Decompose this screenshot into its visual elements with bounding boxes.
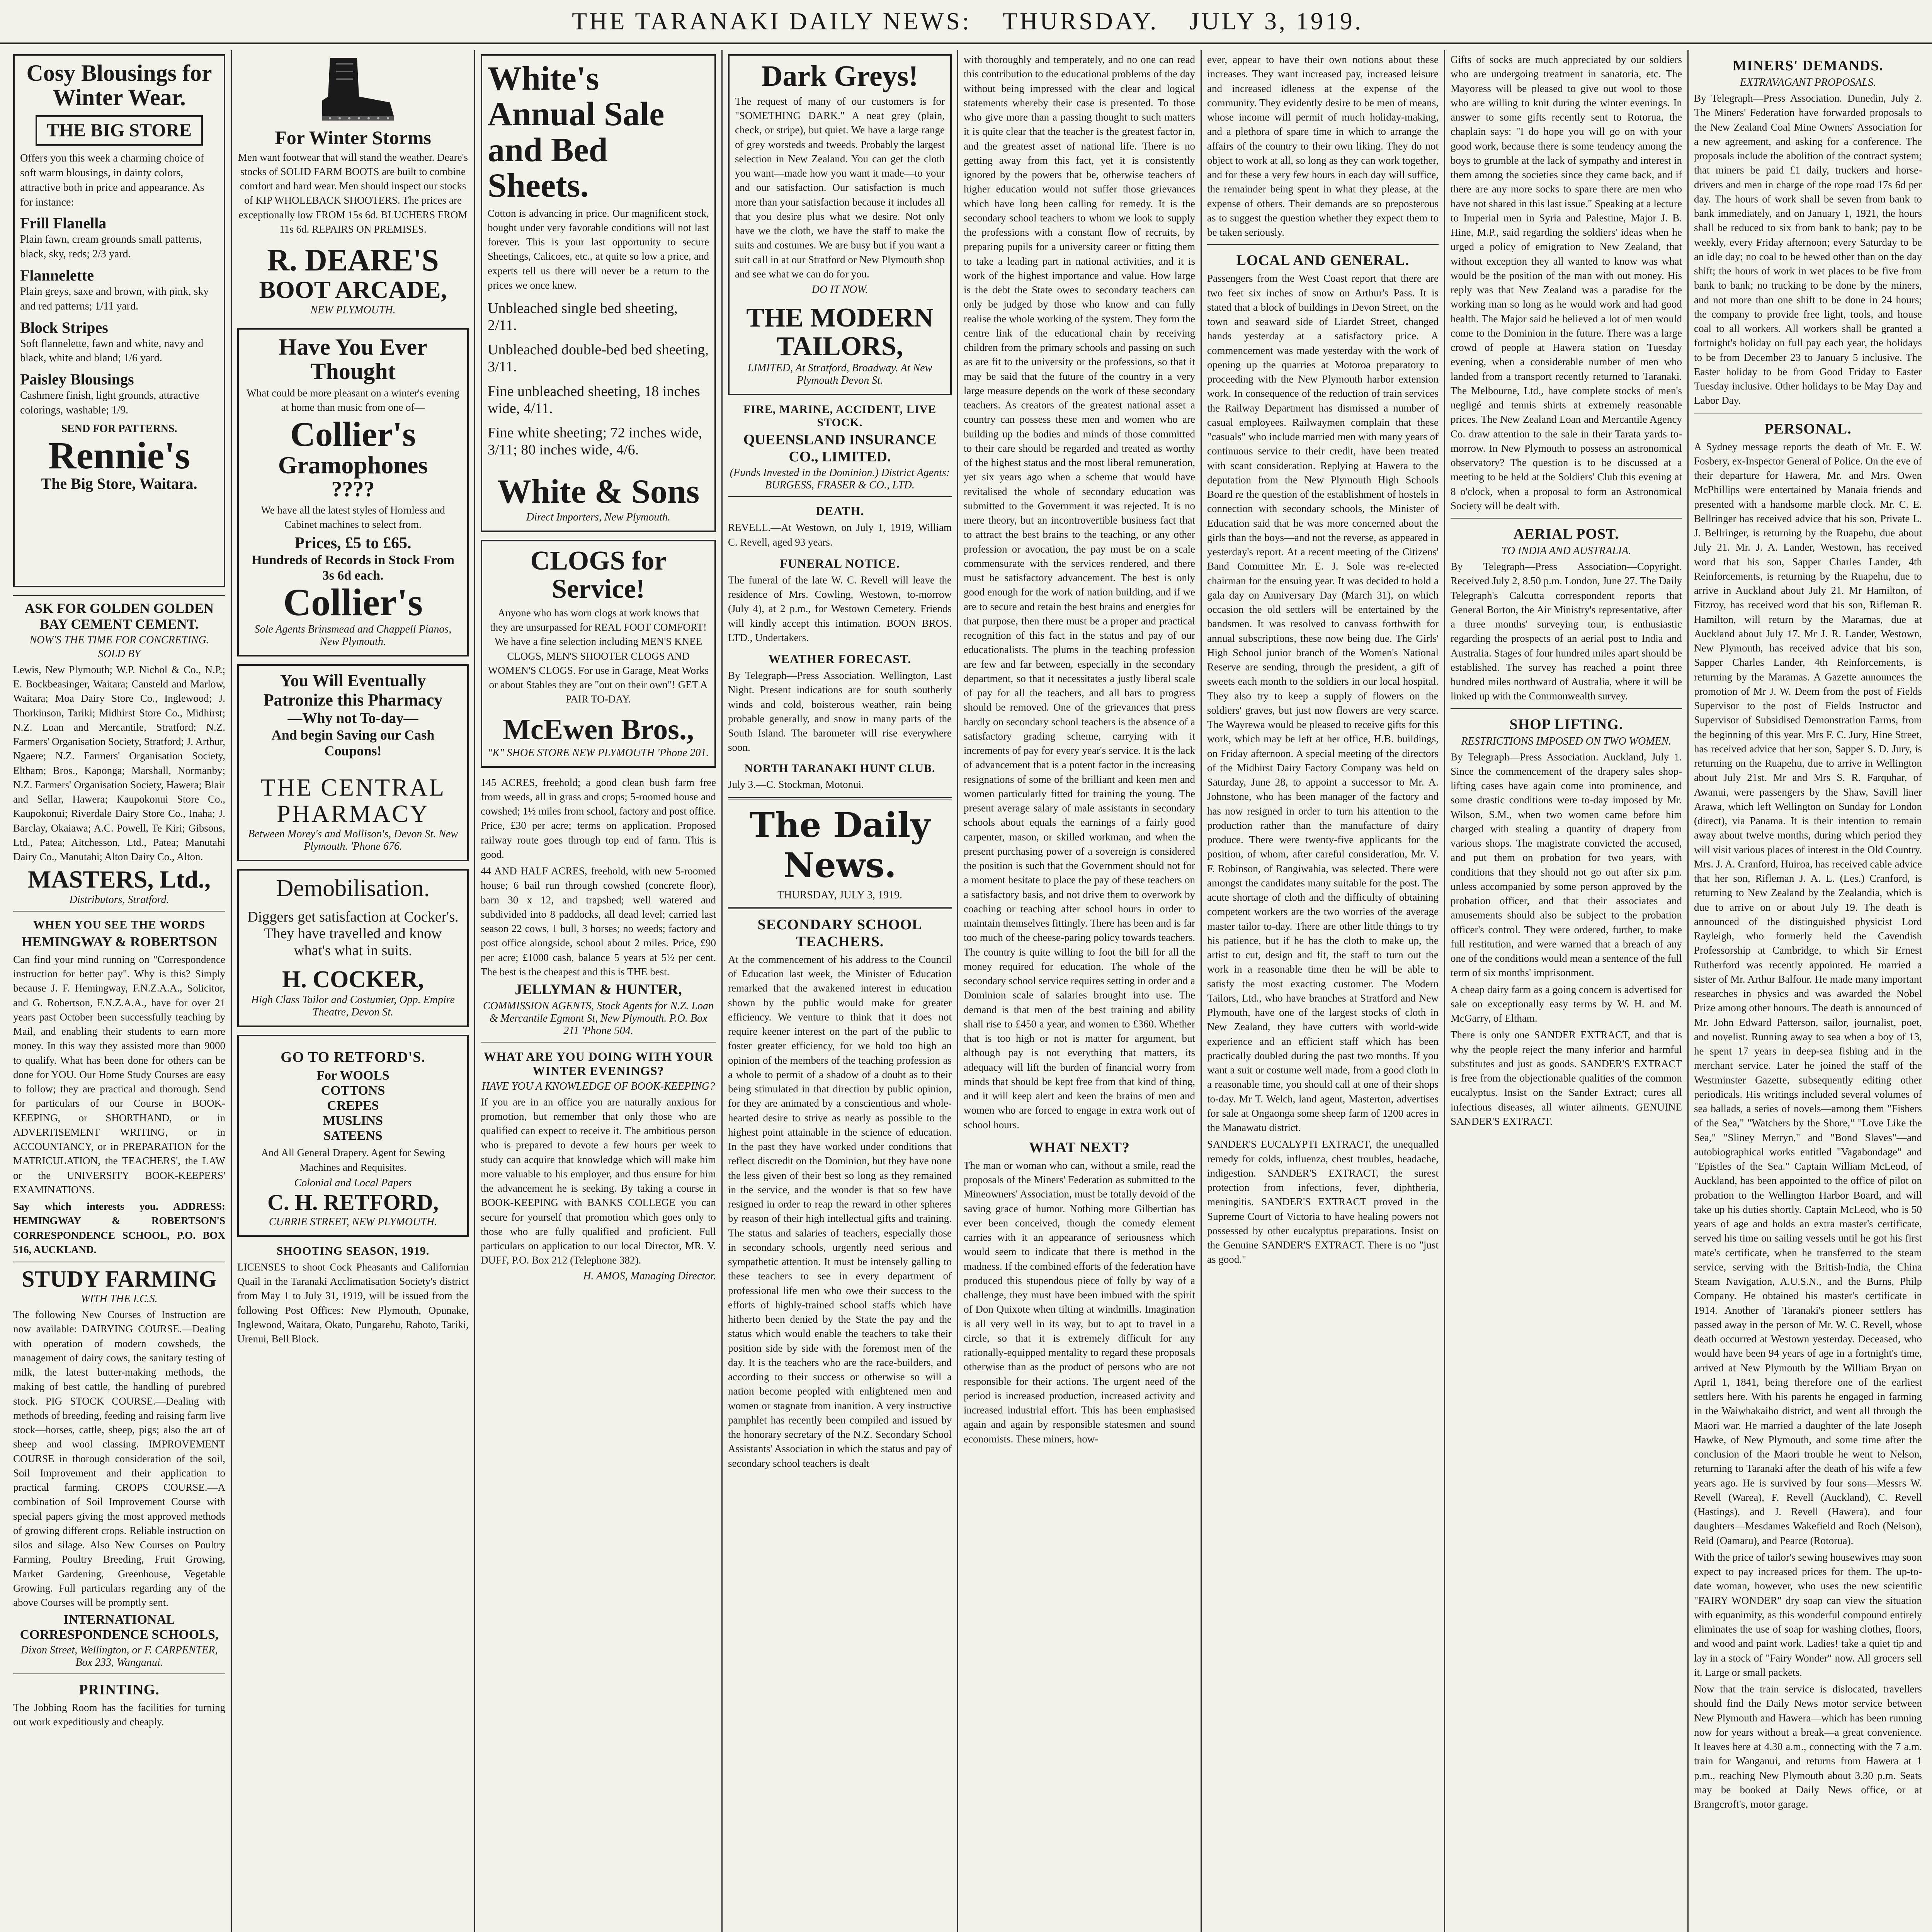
jellyman-name: JELLYMAN & HUNTER, xyxy=(515,981,682,998)
sheet-price: Fine unbleached sheeting, 18 inches wide, 4/11. xyxy=(488,383,700,417)
blousing-name: Flannelette xyxy=(20,266,94,284)
column-4 xyxy=(723,50,958,1932)
sheet-price: Unbleached single bed sheeting, 2/11. xyxy=(488,300,678,333)
miners-head: MINERS' DEMANDS. xyxy=(1733,58,1883,74)
column-8 xyxy=(1689,50,1927,1932)
personal-text: A Sydney message reports the death of Mr. E. W. Fosbery, ex-Inspector General of Police. On the eve of their departure for Hawera, Mr. and Mrs. Owen McPhillips were entertained by Manaia friends and presented with a handsome marble clock. Mr. C. E. Bellringer has received advice that his son, Private L. J. Bellringer, is returning by the Ruapehu, due about July 21. Mr. J. A. Lander, Westown, has received word that his son, Sapper Charles Lander, 4th Reinforcements, is returning by the Ruapehu, due to arrive in Auckland about July 21. Mr Hamilton, of Fitzroy, has received word that his son, Rifleman R. Hamilton, will return by the Maramas, due at Auckland about July 17. Mr J. R. Lander, Westown, New Plymouth, has received advice that his son, Sapper Charles Lander, 4th Reinforcements, is returning by the Maramas. A Gazette announces the promotion of Mr J. W. Deem from the post of Fields Supervisor to the post of Fields Instructor and Supervisor of Subsidised Demonstration Farms, from the beginning of this year. Mrs F. C. Jury, Hine Street, has received advice that her son, Sapper S. D. Jury, is returning on the Ruapehu, due to arrive in Wellington about July 21st. Mr and Mrs S. R. Farquhar, of Awanui, were passengers by the Shaw, Savill liner Arawa, which left Wellington on Sunday for London (direct), via Panama. It is their intention to remain away about twelve months, during which period they will visit various places of interest in the Old Country. Mrs. J. A. Cranford, Huiroa, has received cable advice that her son, Rifleman J. A. L. (Les.) Cranford, is returning to New Zealand by the Zealandia, which is due to arrive on or about July 19. The death is announced of the distinguished physicist Lord Rayleigh, who formerly held the Cavendish Professorship at Cambridge, to which Sir Ernest Rutherford was recently appointed. He married a sister of Mr. Arthur Balfour. He made many important researches in physics and was awarded the Nobel Prize among other honours. The death is announced of Mr. John Edward Patterson, sailor, journalist, poet, and novelist. Running away to sea when a boy of 13, he spent 17 years in deep-sea fishing and in the merchant service. Later he joined the staff of the Westminster Gazette, subsequently editing other periodicals. His writings included several volumes of sea ballads, a series of novels—among them "Fishers of the Sea," "Watchers by the Shore," "Love Like the Sea," "Sliney Merryn," and "Bond Slaves"—and autobiographical works entitled "Vagabondage" and "Epistles of the Sea." Captain William McLeod, of Auckland, has been appointed to the office of pilot on probation to the Wellington Harbor Board, and will take up his duties shortly. Captain McLeod, who is 50 years of age and holds an extra master's certificate, served his time on sailing vessels until he got his first mate's certificate, when he transferred to the steam service, serving with the British-India, the China Steam Navigation, A.U.S.N., and the Burns, Philp Company. He obtained his master's certificate in 1914. Another of Taranaki's pioneer settlers has passed away in the person of Mr. W. C. Revell, whose death occurred at Westown yesterday. Deceased, who would have been 94 years of age in a fortnight's time, arrived at New Plymouth by the William Bryan on April 1, 1841, being therefore one of the earliest settlers here. With his parents he engaged in farming in the Waiwhakaiho district, and went all through the Maori war. He married a daughter of the late Joseph Hawke, of New Plymouth, and some time after the conclusion of the Maori trouble he went to Nelson, returning to Taranaki after the death of his wife a few years ago. He is survived by four sons—Messrs W. Revell (Warea), F. Revell (Auckland), C. Revell (Hastings), and J. Revell (Hawera), and four daughters—Mesdames Wakefield and Roch (Nelson), Reid (Oamaru), and Pearce (Rotorua). xyxy=(1694,440,1922,1546)
blousing-name: Block Stripes xyxy=(20,318,108,336)
white-sons-name: White & Sons xyxy=(497,473,700,510)
mcewen-name: McEwen Bros., xyxy=(503,713,694,746)
central-pharmacy-name: THE CENTRAL PHARMACY xyxy=(260,774,446,827)
retford-item: SATEENS xyxy=(323,1129,383,1143)
pharmacy-line-3: And begin Saving our Cash Coupons! xyxy=(271,727,435,759)
send-patterns: SEND FOR PATTERNS. xyxy=(61,422,177,435)
what-next-head: WHAT NEXT? xyxy=(1029,1139,1130,1156)
paper-flag: The Daily News. xyxy=(749,804,930,885)
death-text: REVELL.—At Westown, on July 1, 1919, William C. Revell, aged 93 years. xyxy=(728,522,952,548)
miners-text: By Telegraph—Press Association. Dunedin, July 2. The Miners' Federation have forwarded proposals to the New Zealand Coal Mine Owners' Association for a new agreement, and asking for a conference. The proposals include the abolition of the contract system; that miners be paid £1 daily, truckers and horse-drivers and men in charge of the rope road 17s 6d per day. The hours of work shall be seven from bank to bank immediately, and on January 1, 1921, the hours shall be reduced to six from bank to bank; pay to be weekly, every Friday afternoon; every Saturday to be an idle day; no coal to be hewed other than on the day shift; the hours of work in wet places to be five from bank to bank; no trucking to be done by the miners, and not more than one shift to be done in 24 hours; the company to provide free light, tools, and house coal to all workers. All workers shall be granted a fortnight's holiday on full pay each year, the holidays to be from December 23 to January 5 inclusive. The Easter holiday to be from Good Friday to Easter Tuesday inclusive. Other holidays to be May Day and Labor Day. xyxy=(1694,92,1922,406)
miners-sub: EXTRAVAGANT PROPOSALS. xyxy=(1740,77,1876,88)
cocker-ad xyxy=(237,869,469,1027)
deare-name: R. DEARE'S xyxy=(267,243,439,277)
sanders-ad-2: There is only one SANDER EXTRACT, and that is why the people reject the many inferior and harmful substitutes and just as goods. SANDER'S EXTRACT is free from the objectionable qualities of the common eucalyptus. Insist on the Sander Extract; cures all infectious diseases, all winter ailments. GENUINE SANDER'S EXTRACT. xyxy=(1451,1029,1682,1127)
hemingway-address: Say which interests you. ADDRESS: HEMINGWAY & ROBERTSON'S CORRESPONDENCE SCHOOL, P.O. BOX 516, AUCKLAND. xyxy=(13,1201,225,1255)
retford-papers: Colonial and Local Papers xyxy=(294,1177,412,1189)
sanders-ad: SANDER'S EUCALYPTI EXTRACT, the unequalled remedy for colds, influenza, chest troubles, headache, indigestion. SANDER'S EXTRACT, the surest protection from infections, fever, diphtheria, meningitis. SANDER'S EXTRACT proved in the Supreme Court of Victoria to have healing powers not possessed by other eucalyptus preparations. Insist on the Genuine SANDER'S EXTRACT. There is no "just as good." xyxy=(1207,1138,1439,1265)
retford-agent: And All General Drapery. Agent for Sewing Machines and Requisites. xyxy=(261,1147,445,1173)
shop-lifting-sub: RESTRICTIONS IMPOSED ON TWO WOMEN. xyxy=(1461,735,1672,747)
cosy-title: Cosy Blousings for Winter Wear. xyxy=(26,60,212,110)
retford-head: GO TO RETFORD'S. xyxy=(281,1049,425,1065)
golden-title: ASK FOR GOLDEN GOLDEN BAY CEMENT CEMENT. xyxy=(24,600,214,632)
shooting-text: LICENSES to shoot Cock Pheasants and Californian Quail in the Taranaki Acclimatisation Society's district from May 1 to July 31, 1919, will be issued from the following Post Offices: New Plymouth, Opunake, Inglewood, Waitara, Okato, Pungarehu, Raboto, Tariki, Urenui, Bell Block. xyxy=(237,1261,469,1345)
colliers-records: Hundreds of Records in Stock From 3s 6d each. xyxy=(252,553,454,583)
central-pharmacy-sub: Between Morey's and Mollison's, Devon St. New Plymouth. 'Phone 676. xyxy=(248,828,458,852)
weather-head: WEATHER FORECAST. xyxy=(768,652,912,666)
clogs-title: CLOGS for Service! xyxy=(530,546,667,604)
what-next-text: The man or woman who can, without a smile, read the proposals of the Miners' Federation as submitted to the Mineowners' Association, must be totally devoid of the saving grace of humor. Nothing more Gilbertian has ever been conceived, though the comedy element carries with it an appearance of seriousness which would seem to indicate that there is method in the madness. If the combined efforts of the federation have produced this stupendous piece of folly by way of a challenge, they must have been imbued with the spirit of Don Quixote when tilting at windmills. Imagination is all very well in its way, but to apt to travel in a circle, so that it is extremely difficult for any rationally-equipped mentality to regard these proposals otherwise than as the product of persons who are not responsible for their actions. The urgent need of the period is increased production, increased activity and increased industrial effort. This has been emphasised again and again by responsible statesmen and sound economists. These miners, how- xyxy=(964,1159,1195,1445)
whites-ad xyxy=(481,54,716,532)
column-1 xyxy=(8,50,232,1932)
printing-text: The Jobbing Room has the facilities for turning out work expeditiously and cheaply. xyxy=(13,1701,225,1728)
blousing-name: Paisley Blousings xyxy=(20,371,134,388)
column-3 xyxy=(475,50,723,1932)
personal-head: PERSONAL. xyxy=(1764,420,1852,437)
printing-head: PRINTING. xyxy=(79,1681,160,1698)
winter-storms-title: For Winter Storms xyxy=(275,127,431,148)
study-farming-title: STUDY FARMING xyxy=(22,1266,217,1292)
mcewen-sub: "K" SHOE STORE NEW PLYMOUTH 'Phone 201. xyxy=(488,747,709,759)
white-sons-sub: Direct Importers, New Plymouth. xyxy=(526,511,671,523)
what-next-continued: ever, appear to have their own notions about these increases. They want increased pay, increased leisure and increased idleness at the expense of the community. They evidently desire to be men of means, whose income will permit of much holiday-making, and a plethora of spare time in which to arrange the affairs of the country to their own liking. They do not object to work at all, so long as they can work together, and for these a very few hours in each day will suffice, the remainder being spent in what they please, at the expense of others. Their demands are so preposterous as to suggest the question whether they expect them to be taken seriously. xyxy=(1207,54,1439,238)
hemingway-names: HEMINGWAY & ROBERTSON xyxy=(21,934,217,950)
masthead-day: THURSDAY. xyxy=(1002,7,1159,35)
pharmacy-line-1: You Will Eventually Patronize this Pharmacy xyxy=(263,671,443,710)
pharmacy-line-2: —Why not To-day— xyxy=(287,710,418,726)
clogs-text: Anyone who has worn clogs at work knows that they are unsurpassed for REAL FOOT COMFORT! We have a fine selection including MEN'S KNEE CLOGS, MEN'S SHOOTER CLOGS AND WOMEN'S CLOGS. For use in Garage, Meat Works or about Stables they are "out on their own"! GET A PAIR TO-DAY. xyxy=(488,607,709,705)
blousing-desc: Plain fawn, cream grounds small patterns, black, sky, reds; 2/3 yard. xyxy=(20,233,202,260)
winter-evenings-text: If you are in an office you are naturally anxious for promotion, but remember that only those who are qualified can expect to receive it. The ambitious person who is prepared to devote a few hours per week to study can acquire that knowledge which will make him more valuable to his employer, and thus ensure for him the advancement he is seeking. By taking a course in BOOK-KEEPING with BANKS COLLEGE you can secure for yourself that promotion which goes only to those who are fully qualified and proficient. Full particulars on application to our local Director, MR. V. DUFF, P.O. Box 212 (Telephone 382). xyxy=(481,1096,716,1266)
funeral-head: FUNERAL NOTICE. xyxy=(780,556,900,570)
deare-location: NEW PLYMOUTH. xyxy=(310,304,396,316)
cocker-name: H. COCKER, xyxy=(282,966,424,993)
fairy-wonder-note: With the price of tailor's sewing housewives may soon expect to pay increased prices for them. The up-to-date woman, however, who uses the new scientific "FAIRY WONDER" dry soap can view the situation with equanimity, as this wonderful compound entirely eliminates the use of soap for washing clothes, floors, and wood and paint work. Ladies! take a quiet tip and lay in a stock of "Fairy Wonder" now. All grocers sell it. Large or small packets. xyxy=(1694,1551,1922,1678)
masthead-title: THE TARANAKI DAILY NEWS: xyxy=(572,7,971,35)
golden-sold: SOLD BY xyxy=(98,648,141,660)
rennie-sub: The Big Store, Waitara. xyxy=(41,474,197,492)
shop-lifting-text: By Telegraph—Press Association. Auckland, July 1. Since the commencement of the drapery sales shop-lifting cases have again come into prominence, and some drastic conditions were to-day imposed by Mr. Wilson, S.M., when two women came before him charged with stealing a quantity of drapery from various shops. The magistrate convicted the accused, and put them on probation for two years, with conditions that they should not go out after six p.m. unless accompanied by some person approved by the probation officer, and that their associates and amusements should also be subject to the probation officer's control. They were ordered, further, to make full restitution, and were warned that a breach of any one of the conditions would mean a sentence of the full term of six months' imprisonment. xyxy=(1451,751,1682,979)
blousing-desc: Soft flannelette, fawn and white, navy and black, white and bland; 1/6 yard. xyxy=(20,337,204,364)
cosy-intro: Offers you this week a charming choice of soft warm blousings, in dainty colors, attractive both in price and appearance. As for instance: xyxy=(20,152,204,208)
editorial-continued: with thoroughly and temperately, and no one can read this contribution to the educational problems of the day without being impressed with the clear and logical statements whereby their case is presented. To those who give more than a passing thought to such matters it is quite clear that the teacher is the greatest factor in, and the greatest asset of national life. There is no getting away from this fact, yet it is consistently ignored by the powers that be, otherwise teachers of higher education would not suffer those grievances which have long been calling for remedy. It is the secondary school teachers to whom we look to supply the professions with a constant flow of recruits, by preparing pupils for a university career or fitting them to take a leading part in national activities, and it is work of the highest importance and value. How large is the debt the State owes to secondary teachers can only be judged by those who know and can fully realise the whole working of the system. They form the centre link of the educational chain by receiving children from the primary schools and passing on such as are fit to the university or the professions, so that it may be said that the future of the country in a very large measure depends on the work of these secondary teachers. As creators of the greatest national asset a country can possess these men and women who are building up the bodies and minds of those committed to their care should be regarded and treated as worthy of the highest status and the most liberal remuneration, yet six years ago when a scheme that would have revitalised the whole of secondary education was submitted to the Government it was rejected. It is no mere theory, but an incontrovertible business fact that to attract the best brains to the teaching, or any other profession or avocation, the pay must be on a scale commensurate with the services rendered, and there must be satisfactory advancement. The best is only good enough for the work of nation building, and if we are to secure and retain the best brains and energies for that purpose, then there must be a proper and practical recognition of this fact in the status and pay of our educationalists. The plums in the teaching profession are few and far between, especially in the secondary department, so that it necessitates a justly liberal scale of pay for all the teachers, and all bars to progress should be removed. One of the grievances that press hardly on secondary school teachers is the absence of a satisfactory grading scheme, carrying with it increments of pay for every year's service. It is the lack of advancement that is a potent factor in the increasing resignations of some of the brilliant and keen men and women particularly fitted for training the young. The present average salary of male assistants in secondary schools about equals the earnings of a fairly good carpenter, mason, or skilled workman, and when the present purchasing power of a sovereign is considered the position is such that the Government should not for a moment hesitate to place the pay of these teachers on a satisfactory basis, and not drive them to overwork by coaching or teaching after school hours in order to maintain themselves fittingly. There has been and is far too much of the cheese-paring policy towards teachers. The country is quite willing to foot the bill for all the money required for education. The whole of the secondary school service requires setting in order and a Dominion scale of salaries brought into use. The demand is that men of the best training and ability shall rise to £450 a year, and women to £360. Whether that is too high or not is matter for argument, but although pay is not everything that matters, its adequacy will lift the burden of financial worry from minds that should be kept free from that kind of thing, and it will keep alert and keen the brains of men and women who are forced to engage in extra work out of school hours. xyxy=(964,54,1195,1131)
aerial-post-sub: TO INDIA AND AUSTRALIA. xyxy=(1501,545,1631,557)
column-5 xyxy=(958,50,1202,1932)
deare-arcade: BOOT ARCADE, xyxy=(259,276,447,303)
land-ad-1: 145 ACRES, freehold; a good clean bush farm free from weeds, all in grass and crops; 5-roomed house and cowshed; 1½ miles from school, factory and post office. Price, £30 per acre; terms on application. Proposed railway route goes through top end of farm. This is good. xyxy=(481,776,716,860)
blousing-list xyxy=(20,214,218,417)
cocker-sub: High Class Tailor and Costumier, Opp. Empire Theatre, Devon St. xyxy=(251,993,455,1018)
column-2 xyxy=(232,50,475,1932)
aerial-post-text: By Telegraph—Press Association—Copyright. Received July 2, 8.50 p.m. London, June 27. The Daily Telegraph's Calcutta correspondent reports that General Borton, the Air Ministry's representative, after a three months' surveying tour, is enthusiastic regarding the prospects of an aerial post to India and Australia. Stages of four hundred miles apart should be established. The survey has reached a point three hundred miles northward of Australia, where it will be linked up with the Commonwealth survey. xyxy=(1451,561,1682,702)
shooting-head: SHOOTING SEASON, 1919. xyxy=(276,1244,430,1257)
demob-text: Diggers get satisfaction at Cocker's. They have travelled and know what's what in suits. xyxy=(247,908,459,959)
newspaper-page xyxy=(8,50,1927,1932)
pharmacy-ad xyxy=(237,664,469,861)
have-you-text: What could be more pleasant on a winter's evening at home than music from one of— xyxy=(247,387,459,413)
funeral-text: The funeral of the late W. C. Revell will leave the residence of Mrs. Cowling, Westown, to-morrow (July 4), at 2 p.m., for Westown Cemetery. Friends will kindly accept this intimation. BOON BROS. LTD., Undertakers. xyxy=(728,574,952,643)
shop-lifting-head: SHOP LIFTING. xyxy=(1509,716,1623,733)
blousing-desc: Plain greys, saxe and brown, with pink, sky and red patterns; 1/11 yard. xyxy=(20,285,209,312)
winter-evenings-head: WHAT ARE YOU DOING WITH YOUR WINTER EVENINGS? xyxy=(483,1049,713,1078)
winter-evenings-sub: HAVE YOU A KNOWLEDGE OF BOOK-KEEPING? xyxy=(481,1080,715,1092)
study-farming-text: The following New Courses of Instruction are now available: DAIRYING COURSE.—Dealing with operation of modern cowsheds, the management of dairy cows, the sanitary testing of milk, the latest butter-making methods, the making of best cattle, the handling of purebred stock. PIG STOCK COURSE.—Dealing with methods of breeding, feeding and raising farm live stock—horses, cattle, sheep, pigs; also the art of sheep and wool classing. IMPROVEMENT COURSE in thorough consideration of the soil, Soil Improvement and their application to practical farming. CROPS COURSE.—A combination of Soil Improvement Course with special papers giving the most approved methods of growing different crops. Reliable instruction on silos and silage. Also New Courses on Poultry Farming, Poultry Breeding, Fruit Growing, Market Gardening, Greenhouse, Vegetable Growing. Full particulars regarding any of the above Courses will be promptly sent. xyxy=(13,1309,225,1609)
death-head: DEATH. xyxy=(815,504,864,518)
retford-ad xyxy=(237,1035,469,1237)
blousing-name: Frill Flanella xyxy=(20,214,107,232)
local-general-head: LOCAL AND GENERAL. xyxy=(1236,252,1410,269)
rennie-ad xyxy=(13,54,225,587)
clogs-ad xyxy=(481,540,716,768)
boot-illustration xyxy=(307,54,400,124)
sheet-price: Unbleached double-bed bed sheeting, 3/11. xyxy=(488,342,709,375)
colliers-sub: Sole Agents Brinsmead and Chappell Pianos, New Plymouth. xyxy=(254,623,452,648)
rennie-name: Rennie's xyxy=(48,434,190,477)
column-7 xyxy=(1445,50,1689,1932)
colliers-prices: Prices, £5 to £65. xyxy=(294,534,412,553)
local-general-text: Passengers from the West Coast report that there are two feet six inches of snow on Arthur's Pass. It is stated that a block of buildings in Devon Street, on the town and seaward side of Liardet Street, changed hands yesterday at a satisfactory price. A commencement was made yesterday with the work of opening up the quarries at Motoroa preparatory to proceeding with the New Plymouth harbor extension work. In consequence of the reduction of train services the Railway Department has dismissed a number of casual employees. Railwaymen complain that these "casuals" who include married men with many years of continuous service to their credit, have been treated with scant consideration. Replying at Hawera to the deputation from the New Plymouth High Schools Board re the question of the establishment of hostels in connection with secondary schools, the Minister of Education said that he was more concerned about the girls than the boys—and not the reverse, as appeared in yesterday's report. At a recent meeting of the Citizens' Band Committee Mr. E. J. Sole was re-elected chairman for the ensuing year. It was decided to hold a gala day on Anniversary Day (March 31), on which occasion the old settlers will be entertained by the bandsmen. It was resolved to canvass forthwith for annual subscriptions, these now being due. The Girls' High School junior branch of the Women's National Reserve are sending, through the president, a gift of sweets each month to the soldiers in our local hospital. They also try to keep a supply of flowers on the soldiers' graves, but just now flowers are very scarce. The Wayrewa would be pleased to receive gifts for this work, which may be left at her office, H.B. buildings, on Friday afternoon. A special meeting of the directors of the Midhirst Dairy Factory Company was held on Saturday, June 28, to appoint a successor to Mr. A. Johnstone, who has been manager of the factory and has now resigned in order to turn his attention to the production rather than the manufacture of dairy produce. There were twenty-five applicants for the position, of whom, after careful consideration, Mr. V. F. Robinson, of Rangiwahia, was selected. There were amongst the candidates many suitable for the post. The acute shortage of cloth and the difficulty of obtaining competent workers are the two worries of the average master tailor to-day. There are other little things to try his patience, but if he has the cloth to make up, the artist to cut, design and fit, the staff to turn out the work in a reasonable time then he will be able to satisfy the most exacting customer. The Modern Tailors, Ltd., who have branches at Stratford and New Plymouth, have one of the largest stocks of cloth in New Zealand, they have cutters with world-wide experience and an efficient staff which has been practically doubled during the past two months. If you want a suit or costume well made, from a good cloth in a reasonable time, you should call at one of their shops to-day. Mr T. Welch, land agent, Masterton, advertises for sale at Ongaonga some sheep farm of 1200 acres in the Manawatu district. xyxy=(1207,272,1439,1133)
golden-stockists: Lewis, New Plymouth; W.P. Nichol & Co., N.P.; E. Bockbeasinger, Waitara; Cansteld and Marlow, Waitara; Moa Dairy Store Co., Inglewood; J. Thorkinson, Tariki; Midhirst Store Co., Midhirst; N.Z. Loan and Mercantile, Stratford; N.Z. Farmers' Organisation Society, Stratford; J. Arthur, Ngaere; N.Z. Farmers' Organisation Society, Eltham; Bros., Kaponga; Marshall, Normanby; N.Z. Farmers' Organisation Society, Hawera; Blair and Sellar, Hawera; Kaupokonui Store Co., Kaupokonui; Riverdale Dairy Store Co., Inaha; J. Barclay, Okaiawa; A.C. Powell, Te Kiri; Gibsons, Ltd., Patea; Aitchesson, Ltd., Patea; Manutahi Dairy Co., Manutahi; Alton Dairy Co., Alton. xyxy=(13,663,225,863)
gramophones-title: Gramophones xyxy=(278,451,428,479)
hunt-head: NORTH TARANAKI HUNT CLUB. xyxy=(744,762,935,775)
dairy-farm-note: A cheap dairy farm as a going concern is advertised for sale on exceptionally easy terms by W. H. and M. McGarry, of Eltham. xyxy=(1451,983,1682,1024)
ics-address: Dixon Street, Wellington, or F. CARPENTER, Box 233, Wanganui. xyxy=(20,1644,218,1668)
queensland-sub: (Funds Invested in the Dominion.) District Agents: BURGESS, FRASER & CO., LTD. xyxy=(730,467,950,492)
winter-evenings-sign: H. AMOS, Managing Director. xyxy=(583,1270,716,1282)
land-ad-2: 44 AND HALF ACRES, freehold, with new 5-roomed house; 6 bail run through cowshed (concrete floor), barn 30 x 12, and trapshed; well watered and subdivided into 8 paddocks, all dead level; carried last season 22 cows, 1 bull, 3 horses; no weeds; factory and post office alongside, school about 2 miles. Price, £90 per acre; £1000 cash, balance 5 years at 5½ per cent. The best is the cheapest and this is THE best. xyxy=(481,865,716,978)
masthead-date: JULY 3, 1919. xyxy=(1189,7,1363,35)
white-text: Cotton is advancing in price. Our magnificent stock, bought under very favorable conditions will not last forever. This is your last opportunity to secure Sheetings, Calicoes, etc., at quite so low a price, and experts tell us there will never be a return to the prices we once knew. xyxy=(488,207,709,291)
retford-item: COTTONS xyxy=(321,1083,385,1098)
local-general-continued: Gifts of socks are much appreciated by our soldiers who are undergoing treatment in sanatoria, etc. The Mayoress will be pleased to give out wool to those who are willing to knit during the winter evenings. In answer to some gifts recently sent to Rotorua, the chaplain says: "I do hope you will go on with your good work, because there is some tendency among the boys to grumble at the lack of sympathy and interest in them among the societies since they came back, and if there are any more socks to spare there are men who have not shared in this last issue." Speaking at a lecture to Imperial men in Syria and Palestine, Major J. B. Hine, M.P., said regarding the soldiers' ideas when he urged a policy of emigration to New Zealand, that without exception they all wanted to know was what would be the position of the man with out money. His reply was that New Zealand was a paradise for the working man so long as he would work and had good health. The Major said he believed a lot of men would come to the Dominion in the future. There was a large crowd of people at Hawera station on Tuesday evening, when a considerable number of men who landed from a transport recently returned to Taranaki. The Melbourne, Ltd., have complete stocks of men's negligé and tennis shirts at extremely reasonable prices. The New Zealand Loan and Mercantile Agency Co. draw attention to the sale in their Tarata yards to-morrow. In New Plymouth to possess an astronomical observatory? The question is to be discussed at a meeting to be held at the Soldiers' Club this evening at 8 o'clock, when a proposal to form an Astronomical Society will be dealt with. xyxy=(1451,54,1682,512)
study-farming-sub: WITH THE I.C.S. xyxy=(81,1293,158,1305)
retford-item: CREPES xyxy=(327,1099,379,1113)
have-you-title: Have You Ever Thought xyxy=(279,334,427,384)
have-you-text-2: We have all the latest styles of Hornless and Cabinet machines to select from. xyxy=(261,504,445,530)
secondary-text: At the commencement of his address to the Council of Education last week, the Minister of Education remarked that the awakened interest in education shown by the public would make for greater efficiency. We venture to think that it does not require keener interest on the part of the public to foster greater efficiency, for we hold too high an opinion of the members of the teaching profession as a whole to permit of a shadow of a doubt as to their being stimulated in that direction by public opinion, for they are animated by a conscientious and whole-hearted desire to strive as nearly as possible to the highest point attainable in the science of education. In the past they have worked under conditions that reflect discredit on the Dominion, but they have none the less given of their best so long as they remained in the service, and the wonder is that so few have resigned in order to reap the reward in other spheres by reason of their high intellectual gifts and training. The status and salaries of teachers, especially those in secondary schools, urgently need serious and sympathetic attention. It must be intensely galling to these teachers to see in every department of professional life men who owe their success to the efforts of highly-trained school staffs which have hitherto been denied by the State the pay and the status which would enable the teachers to take their position side by side with the foremost men of the day. It is the teachers who are the race-builders, and according to their success or otherwise so will a nation become peopled with enlightened men and women or stagnate from inanition. A very instructive pamphlet has recently been compiled and issued by the honorary secretary of the N.Z. Secondary School Assistants' Association in which the status and pay of secondary school teachers is dealt xyxy=(728,953,952,1469)
question-marks: ???? xyxy=(331,477,375,501)
aerial-post-head: AERIAL POST. xyxy=(1513,526,1619,542)
retford-name: C. H. RETFORD, xyxy=(267,1189,439,1215)
retford-location: CURRIE STREET, NEW PLYMOUTH. xyxy=(269,1216,437,1228)
do-it-now: DO IT NOW. xyxy=(811,284,868,296)
modern-tailors-ad xyxy=(728,54,952,395)
hemingway-title: WHEN YOU SEE THE WORDS xyxy=(33,918,205,932)
retford-for: For WOOLS xyxy=(316,1068,389,1083)
modern-tailors-sub: LIMITED, At Stratford, Broadway. At New Plymouth Devon St. xyxy=(747,362,932,387)
masters-name: MASTERS, Ltd., xyxy=(28,866,211,893)
white-sale-title: White's Annual Sale and Bed Sheets. xyxy=(488,60,665,205)
colliers-name-2: Collier's xyxy=(283,580,423,624)
paper-date: THURSDAY, JULY 3, 1919. xyxy=(777,889,902,901)
colliers-ad xyxy=(237,328,469,656)
queensland-name: QUEENSLAND INSURANCE CO., LIMITED. xyxy=(743,432,937,465)
hemingway-text: Can find your mind running on "Correspondence instruction for better pay". Why is this? Simply because J. F. Hemingway, F.N.Z.A.A., Solicitor, and G. Robertson, F.N.Z.A.A., have for over 21 years past October been successfully teaching by Mail, and enabling their students to earn more money. In this way they assisted more than 9000 to qualify. What has been done for others can be done for YOU. Our Home Study Courses are easy to follow; they are practical and thorough. Send for particulars of our Course in BOOK-KEEPING, or SHORTHAND, or in ADVERTISEMENT WRITING, or in ACCOUNTANCY, or in PREPARATION for the MATRICULATION, the TEACHERS', the LAW or the UNIVERSITY BOOK-KEEPERS' EXAMINATIONS. xyxy=(13,953,225,1196)
masthead xyxy=(0,0,1932,44)
dark-greys-title: Dark Greys! xyxy=(761,60,918,92)
colliers-name: Collier's xyxy=(290,415,416,454)
jellyman-sub: COMMISSION AGENTS, Stock Agents for N.Z. Loan & Mercantile Egmont St, New Plymouth. P.O. Box 211 'Phone 504. xyxy=(483,1000,714,1037)
dark-greys-text: The request of many of our customers is for "SOMETHING DARK." A neat grey (plain, check, or stripe), but quiet. We have a large range of grey worsteds and tweeds. Probably the largest selection in New Zealand. You can get the cloth you want—made how you want it made—to your and our satisfaction. Our satisfaction is much more than your satisfaction because it includes all that you desire plus what we desire. Not only have we the cloth, we have the staff to make the suits and costumes. We are busy but if you want a suit call in at our Stratford or New Plymouth shop and see what we can do for you. xyxy=(735,95,945,280)
weather-text: By Telegraph—Press Association. Wellington, Last Night. Present indications are for south southerly winds and cold, boisterous weather, rain being probable generally, and snow in many parts of the South Island. The barometer will rise everywhere soon. xyxy=(728,670,952,753)
fire-head: FIRE, MARINE, ACCIDENT, LIVE STOCK. xyxy=(743,403,937,429)
winter-storms-text: Men want footwear that will stand the weather. Deare's stocks of SOLID FARM BOOTS are built to combine comfort and hard wear. Men should inspect our stocks of KIP WHOLEBACK SHOOTERS. The prices are exceptionally low FROM 15s 6d. BLUCHERS FROM 11s 6d. REPAIRS ON PREMISES. xyxy=(238,151,468,235)
sheet-price: Fine white sheeting; 72 inches wide, 3/11; 80 inches wide, 4/6. xyxy=(488,425,702,458)
retford-item: MUSLINS xyxy=(323,1114,383,1128)
golden-now: NOW'S THE TIME FOR CONCRETING. xyxy=(29,634,209,646)
column-6 xyxy=(1202,50,1445,1932)
ics-name: INTERNATIONAL CORRESPONDENCE SCHOOLS, xyxy=(20,1612,219,1642)
modern-tailors-name: THE MODERN TAILORS, xyxy=(746,303,934,361)
demob-title: Demobilisation. xyxy=(276,875,430,901)
motor-service-note: Now that the train service is dislocated, travellers should find the Daily News motor service between New Plymouth and Hawera—which has been running now for years without a break—a great convenience. It leaves here at 4.30 a.m., connecting with the 7 a.m. train for Wanganui, and returns from Hawera at 1 p.m., reaching New Plymouth about 3.30 p.m. Seats may be booked at Daily News office, or at Brangcroft's, motor garage. xyxy=(1694,1683,1922,1810)
secondary-head: SECONDARY SCHOOL TEACHERS. xyxy=(757,916,922,950)
big-store-logo: THE BIG STORE xyxy=(36,115,203,146)
hunt-text: July 3.—C. Stockman, Motonui. xyxy=(728,778,864,790)
masters-sub: Distributors, Stratford. xyxy=(69,894,169,906)
blousing-desc: Cashmere finish, light grounds, attractive colorings, washable; 1/9. xyxy=(20,389,199,416)
